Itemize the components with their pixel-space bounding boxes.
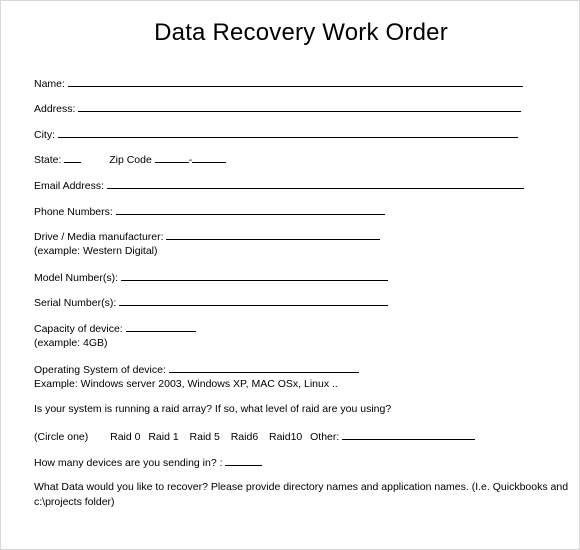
raid-option-6[interactable]: Raid6 [230,431,259,443]
phone-label: Phone Numbers: [34,206,113,218]
phone-field[interactable] [116,205,385,215]
city-row [34,128,518,142]
os-label: Operating System of device: [34,364,166,376]
raid-option-0[interactable]: Raid 0 [110,431,141,443]
zip-ext-field[interactable] [192,153,226,163]
email-label: Email Address: [34,180,105,192]
zip-field[interactable] [155,153,189,163]
raid-option-1[interactable]: Raid 1 [148,431,179,443]
phone-row [34,205,385,219]
os-row [34,363,359,377]
zip-label: Zip Code [109,154,152,166]
recover-question-line2: c:\projects folder) [34,496,115,508]
model-field[interactable] [121,271,388,281]
state-label: State: [34,154,62,166]
raid-question: Is your system is running a raid array? If so, what level of raid are you using? [34,403,392,415]
drive-label: Drive / Media manufacturer: [34,231,164,243]
devices-row [34,456,262,470]
os-field[interactable] [169,363,359,373]
page-title: Data Recovery Work Order [154,19,448,46]
email-row [34,179,524,193]
raid-row [34,430,475,444]
address-label: Address: [34,103,76,115]
raid-option-10[interactable]: Raid10 [269,431,303,443]
os-example: Example: Windows server 2003, Windows XP, MAC OSx, Linux .. [34,378,338,390]
state-zip-row [34,153,226,167]
model-label: Model Number(s): [34,272,119,284]
devices-label: How many devices are you sending in? : [34,457,223,469]
capacity-label: Capacity of device: [34,323,123,335]
raid-option-5[interactable]: Raid 5 [189,431,220,443]
name-row [34,77,523,91]
address-field[interactable] [78,102,521,112]
state-field[interactable] [64,153,81,163]
city-label: City: [34,129,55,141]
other-label: Other: [310,431,340,443]
address-row [34,102,521,116]
drive-row [34,230,380,244]
recover-question-line1: What Data would you like to recover? Please provide directory names and application names. (I.e. Quickbooks and [34,481,569,493]
circle-one-label: (Circle one) [34,431,89,443]
zip-separator: - [188,154,193,166]
drive-example: (example: Western Digital) [34,245,158,257]
model-row [34,271,388,285]
name-label: Name: [34,78,65,90]
other-field[interactable] [342,430,475,440]
serial-field[interactable] [119,296,388,306]
drive-field[interactable] [166,230,380,240]
city-field[interactable] [58,128,518,138]
capacity-row [34,322,196,336]
capacity-example: (example: 4GB) [34,337,108,349]
email-field[interactable] [107,179,524,189]
name-field[interactable] [68,77,523,87]
serial-row [34,296,388,310]
capacity-field[interactable] [126,322,196,332]
devices-field[interactable] [225,456,262,466]
serial-label: Serial Number(s): [34,297,117,309]
